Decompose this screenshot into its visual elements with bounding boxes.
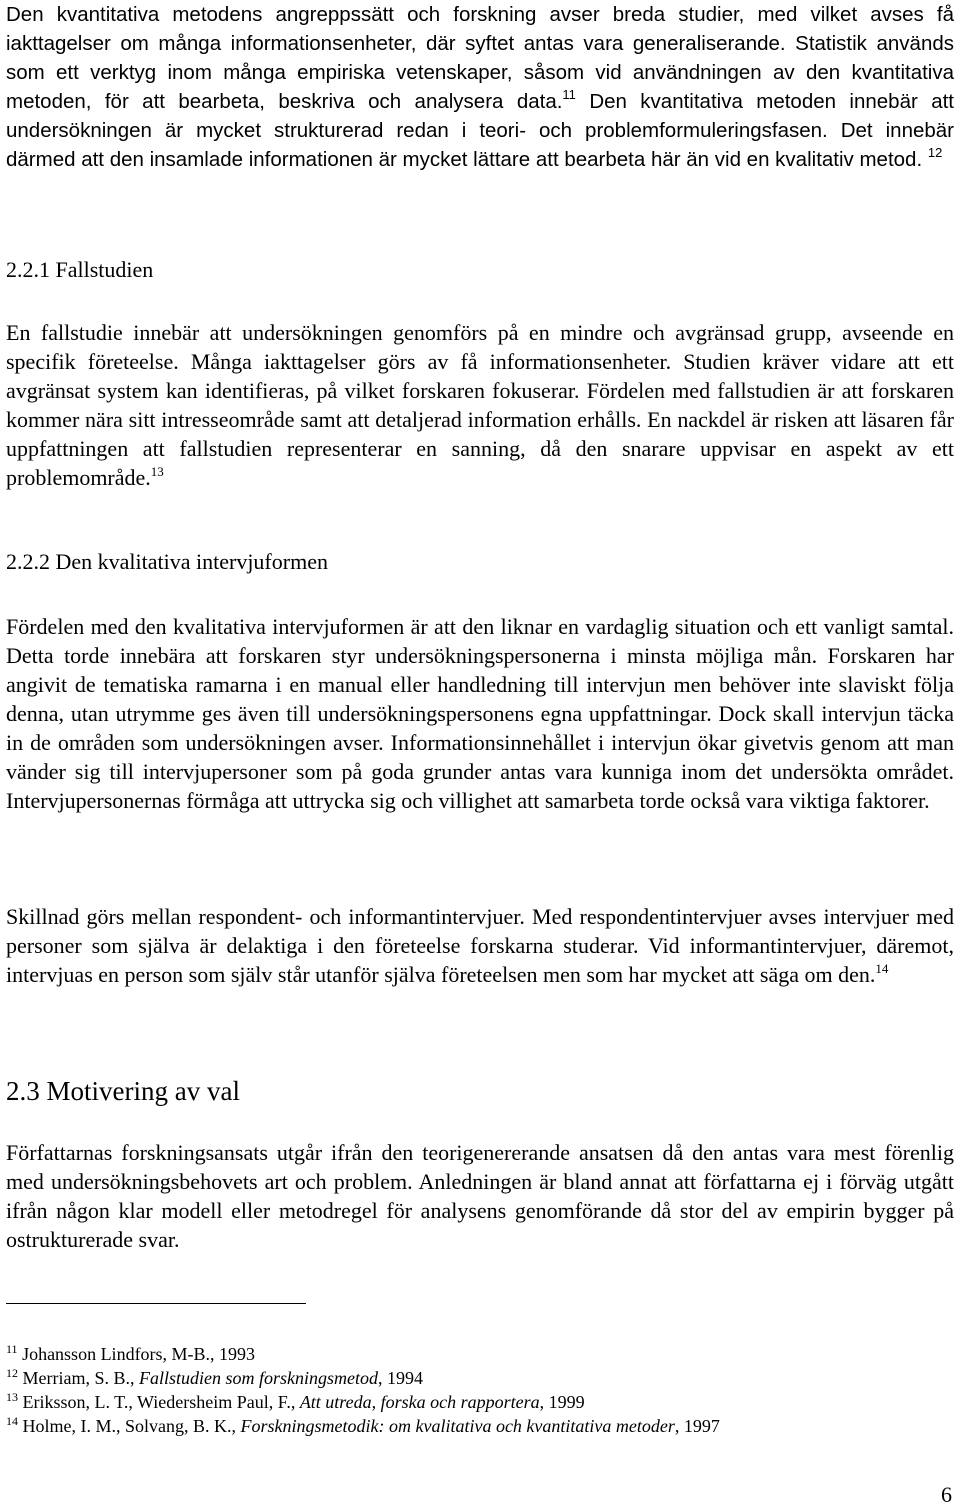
footnote-ref-13[interactable]: 13: [150, 463, 164, 479]
footnote-separator: [6, 1303, 306, 1304]
intro-text-2: Den kvantitativa metoden innebär att undersökningen är mycket strukturerad redan i teori- och problemformuleringsfasen. Det innebär därmed att den insamlade informationen är mycket lättare att bearbeta här än vid en kvalitativ metod.: [6, 90, 954, 171]
intro-text-1: Den kvantitativa metodens angreppssätt och forskning avser breda studier, med vilket avses få iakttagelser om många informationsenheter, där syftet antas vara generaliserande. Statistik används som ett verktyg inom många empiriska vetenskaper, såsom vid användningen av den kvantitativa metoden, för att bearbeta, beskriva och analysera data.: [6, 3, 954, 113]
heading-2-2-2: 2.2.2 Den kvalitativa intervjuformen: [6, 549, 328, 574]
fallstudien-text: En fallstudie innebär att undersökningen genomförs på en mindre och avgränsad grupp, avseende en specifik företeelse. Många iakttagelser görs av få informationsenheter. Studien kräver vidare att ett avgränsat system kan identifieras, på vilket forskaren fokuserar. Fördelen med fallstudien är att forskaren kommer nära sitt intresseområde samt att detaljerad information erhålls. En nackdel är risken att läsaren får uppfattningen att fallstudien representerar en sanning, då den snarare uppvisar en aspekt av ett problemområde.: [6, 320, 954, 490]
fallstudien-paragraph: [6, 318, 954, 492]
footnote-12: $^{12}$ Merriam, S. B., Fallstudien som forskningsmetod, 1994: [6, 1365, 423, 1388]
motivering-paragraph: Författarnas forskningsansats utgår ifrån den teorigenererande ansatsen då den antas vara mest förenlig med undersökningsbehovets art och problem. Anledningen är bland annat att författarna ej i förväg utgått ifrån någon klar modell eller metodregel för analysens genomförande då stor del av empirin bygger på ostrukturerade svar.: [6, 1140, 954, 1252]
heading-2-3: 2.3 Motivering av val: [6, 1076, 240, 1106]
intro-paragraph: [6, 0, 954, 174]
footnote-14: $^{14}$ Holme, I. M., Solvang, B. K., Forskningsmetodik: om kvalitativa och kvantitativa metoder, 1997: [6, 1413, 720, 1436]
footnote-13: $^{13}$ Eriksson, L. T., Wiedersheim Paul, F., Att utreda, forska och rapportera, 1999: [6, 1389, 585, 1412]
footnote-ref-11[interactable]: 11: [562, 86, 576, 102]
heading-2-2-1: 2.2.1 Fallstudien: [6, 257, 154, 282]
footnote-ref-14[interactable]: 14: [875, 960, 889, 976]
intervju-text-2: Skillnad görs mellan respondent- och informantintervjuer. Med respondentintervjuer avses intervjuer med personer som själva är delaktiga i den företeelse forskarna studerar. Vid informantintervjuer, däremot, intervjuas en person som själv står utanför själva företeelsen men som har mycket att säga om den.: [6, 904, 954, 987]
page-number: 6: [941, 1482, 952, 1507]
footnote-ref-12[interactable]: 12: [927, 144, 943, 160]
footnote-11: $^{11}$ Johansson Lindfors, M-B., 1993: [6, 1341, 256, 1364]
intervju-paragraph-2: [6, 902, 954, 989]
intervju-paragraph-1: Fördelen med den kvalitativa intervjuformen är att den liknar en vardaglig situation och ett vanligt samtal. Detta torde innebära att forskaren styr undersökningspersonerna i minsta möjliga mån. Forskaren har angivit de tematiska ramarna i en manual eller handledning till intervjun men behöver inte slaviskt följa denna, utan utrymme ges även till undersökningspersonens egna uppfattningar. Dock skall intervjun täcka in de områden som undersökningen avser. Informationsinnehållet i intervjun ökar givetvis genom att man vänder sig till intervjupersoner som på goda grunder antas vara kunniga inom det undersökta området. Intervjupersonernas förmåga att uttrycka sig och villighet att samarbeta torde också vara viktiga faktorer.: [6, 614, 954, 813]
